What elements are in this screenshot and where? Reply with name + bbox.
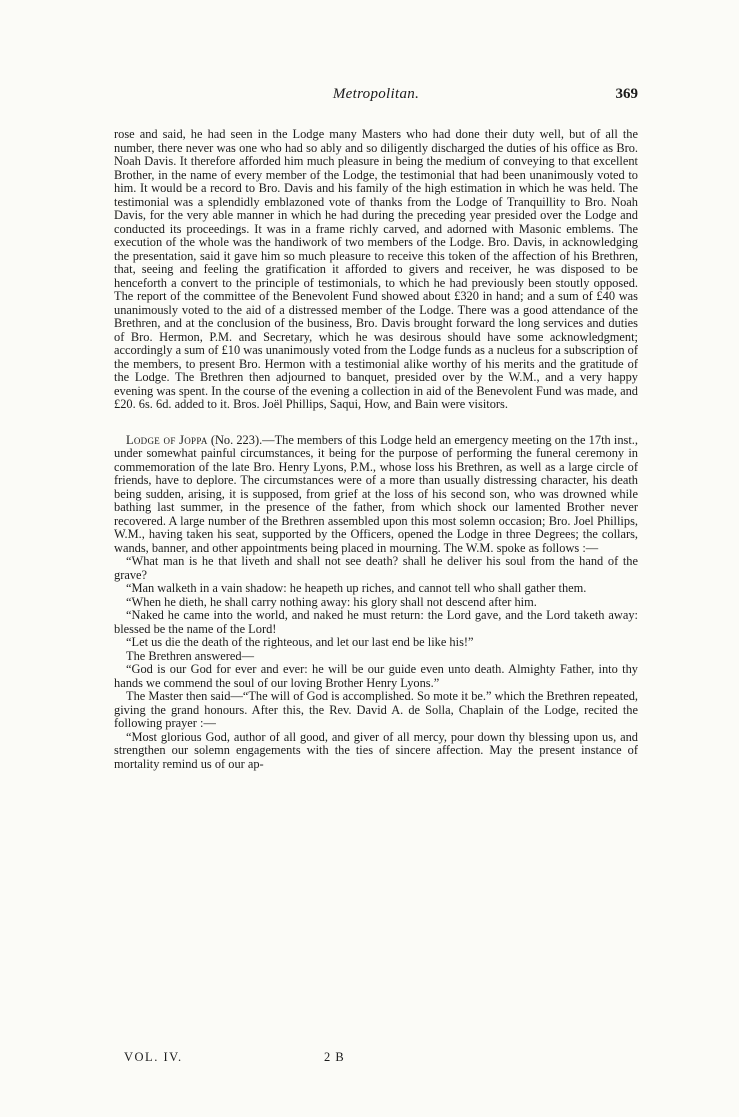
joppa-text: (No. 223).—The members of this Lodge held an emergency meeting on the 17th inst., under somewhat painful circumstances, it being for the purpose of performing the funeral ceremony in commemoration of the late Bro. Henry Lyons, P.M., whose loss his Brethren, as well as a large circle of friends, have to deplore. The circumstances were of a more than usually distressing character, his death being sudden, arising, it is supposed, from grief at the loss of his second son, who was drowned while bathing last summer, in the presence of the father, from which shock our lamented Brother never recovered. A large number of the Brethren assembled upon this most solemn occasion; Bro. Joel Phillips, W.M., having taken his seat, supported by the Officers, opened the Lodge in three Degrees; the collars, wands, banner, and other appointments being placed in mourning. The W.M. spoke as follows :—: [114, 432, 638, 555]
prayer-paragraph: “Most glorious God, author of all good, and giver of all mercy, pour down thy blessing upon us, and strengthen our solemn engagements with the ties of sincere affection. May the present instance of mortality remind us of our ap-: [114, 729, 638, 771]
signature-mark: 2 B: [324, 1050, 345, 1064]
quote-paragraph: “When he dieth, he shall carry nothing away: his glory shall not descend after him.: [126, 594, 537, 609]
article-body: [114, 128, 638, 771]
quote-paragraph: “Naked he came into the world, and naked he must return: the Lord gave, and the Lord taketh away: blessed be the name of the Lord!: [114, 608, 638, 636]
paragraph-tranquillity-continued: rose and said, he had seen in the Lodge many Masters who had done their duty well, but of all the number, there never was one who had so ably and so diligently discharged the duties of his office as Bro. Noah Davis. It therefore afforded him much pleasure in being the medium of conveying to that excellent Brother, in the name of every member of the Lodge, the testimonial that had been unanimously voted to him. It would be a record to Bro. Davis and his family of the high estimation in which he was held. The testimonial was a splendidly emblazoned vote of thanks from the Lodge of Tranquillity to Bro. Noah Davis, for the very able manner in which he had during the preceding year presided over the Lodge and conducted its proceedings. It was in a frame richly carved, and adorned with Masonic emblems. The execution of the whole was the handiwork of two members of the Lodge. Bro. Davis, in acknowledging the presentation, said it gave him so much pleasure to receive this token of the affection of his Brethren, that, seeing and feeling the gratification it afforded to givers and receiver, he was disposed to be henceforth a convert to the principle of testimonials, to which he had previously been stoutly opposed. The report of the committee of the Benevolent Fund showed about £320 in hand; and a sum of £40 was unanimously voted to the aid of a distressed member of the Lodge. There was a good attendance of the Brethren, and at the conclusion of the business, Bro. Davis brought forward the long services and duties of Bro. Hermon, P.M. and Secretary, which he was desirous should have some acknowledgment; accordingly a sum of £10 was unanimously voted from the Lodge funds as a nucleus for a subscription of the members, to present Bro. Hermon with a testimonial alike worthy of his merits and the gratitude of the Lodge. The Brethren then adjourned to banquet, presided over by the W.M., and a very happy evening was spent. In the course of the evening a collection in aid of the Benevolent Fund was made, and £20. 6s. 6d. added to it. Bros. Joël Phillips, Saqui, How, and Bain were visitors.: [114, 127, 638, 411]
running-title: Metropolitan.: [332, 86, 420, 102]
response-line: The Brethren answered—: [126, 648, 254, 663]
page-footer: [124, 1050, 524, 1066]
narrative-paragraph: The Master then said—“The will of God is accomplished. So mote it be.” which the Brethren repeated, giving the grand honours. After this, the Rev. David A. de Solla, Chaplain of the Lodge, recited the following prayer :—: [114, 689, 638, 730]
quote-paragraph: “What man is he that liveth and shall not see death? shall he deliver his soul from the hand of the grave?: [114, 554, 638, 582]
paragraph-lodge-of-joppa: [114, 434, 638, 556]
lodge-heading: Lodge of Joppa: [126, 432, 208, 447]
quote-paragraph: “God is our God for ever and ever: he will be our guide even unto death. Almighty Father, into thy hands we commend the soul of our loving Brother Henry Lyons.”: [114, 662, 638, 690]
quote-paragraph: “Let us die the death of the righteous, and let our last end be like his!”: [126, 635, 474, 649]
page-number: 369: [615, 86, 638, 102]
section-gap: [114, 412, 638, 434]
volume-mark: VOL. IV.: [124, 1050, 183, 1064]
running-head: [114, 86, 638, 108]
quote-paragraph: “Man walketh in a vain shadow: he heapeth up riches, and cannot tell who shall gather them.: [126, 581, 587, 595]
